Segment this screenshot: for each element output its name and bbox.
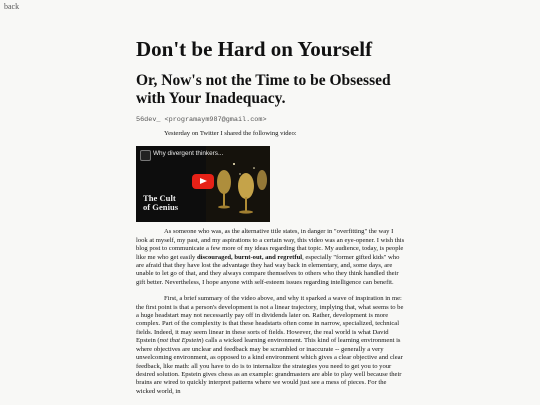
video-caption (143, 194, 178, 212)
play-icon[interactable] (192, 174, 214, 189)
intro-paragraph: Yesterday on Twitter I shared the following video: (164, 130, 297, 137)
back-link[interactable]: back (4, 2, 20, 11)
paragraph-text: ) calls a wicked learning environment. This kind of learning environment is where objectives are unclear and feedback may be scrambled or inaccurate -- generally a very unwelcoming environment, as opposed to a kind environment which gives a clear objective and clear feedback, like math: all you have to do is to internalize the strategies you need to get you to your desired solution. Epstein gives chess as an example: grandmasters are able to play well because their brains are wired to quickly interpret patterns where we would just see a mess of pieces. For the wicked world, in (136, 337, 403, 395)
embedded-video[interactable] (136, 146, 270, 222)
video-caption-line: The Cult (143, 193, 176, 204)
bold-phrase: discouraged, burnt-out, and regretful (196, 253, 303, 261)
video-caption-line: of Genius (143, 202, 179, 213)
article-title: Don't be Hard on Yourself (136, 37, 373, 61)
paragraph-text: As someone who was, as the alternative title states, in danger in "overfitting" the way I look at myself, my past, and my aspirations to a certain way, this video was an eye-opener. I wish this blog post to communicate a few more of my ideas regarding that topic. My audience, today, is people like me who get easily (136, 228, 405, 261)
article (136, 36, 406, 396)
paragraph-1 (136, 228, 406, 287)
italic-phrase: not that Epstein (159, 337, 202, 345)
video-title[interactable]: Why divergent thinkers... (153, 150, 224, 158)
paragraph-2 (136, 295, 406, 396)
paragraph-text: , especially "former gifted kids" who are afraid that they have lost the advantage they had way back in elementary, and, some days, are unable to let go of that, and they always compare themselves to others who they think handled their gift better. Nevertheless, I hope anyone with self-esteem issues regarding intelligence can benefit. (136, 253, 400, 286)
author-byline: 56dev_ <programaym987@gmail.com> (136, 116, 267, 124)
paragraph-text: First, a brief summary of the video above, and why it sparked a wave of inspiration in me: the first point is that a person's development is not a linear trajectory, implying that, what seems to be a huge headstart may not necessarily pay off in dividends later on. Rather, development is more complex. Part of the complexity is that these headstarts often come in narrow, specialized, technical fields. Indeed, it may seem linear in these sorts of fields. However, the real world is what David Epstein ( (136, 295, 404, 345)
article-subtitle: Or, Now's not the Time to be Obsessed with Your Inadequacy. (136, 72, 391, 107)
channel-icon (140, 150, 151, 161)
